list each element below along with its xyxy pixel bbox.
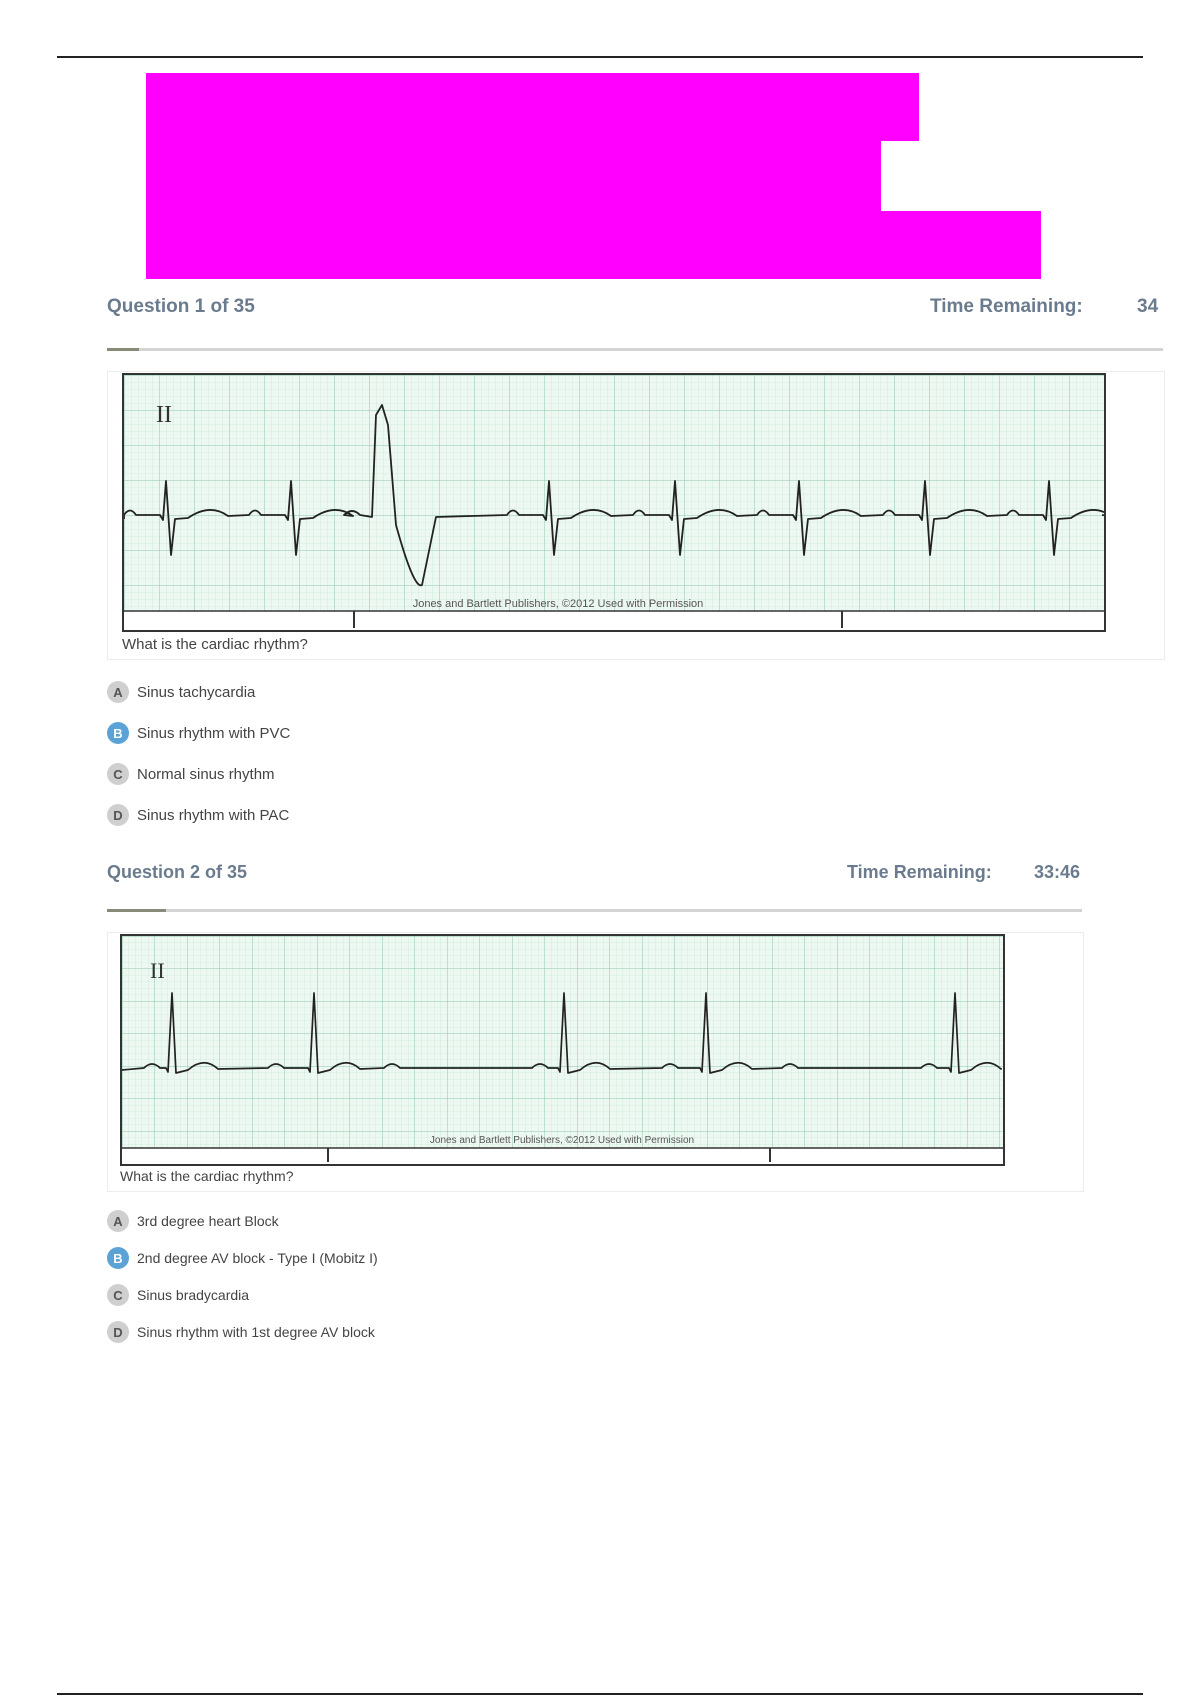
ecg-strip-image [124, 375, 1104, 630]
progress-bar [107, 909, 1082, 912]
answer-option-b[interactable] [107, 722, 290, 744]
answer-option-d[interactable] [107, 804, 289, 826]
ecg-strip [120, 934, 1005, 1166]
time-remaining-label: Time Remaining: [847, 862, 992, 882]
option-letter-badge: D [107, 1321, 129, 1343]
option-letter-badge: C [107, 1284, 129, 1306]
ecg-strip-image [122, 936, 1003, 1164]
progress-bar [107, 348, 1163, 351]
progress-bar-fill [107, 909, 166, 912]
option-letter-badge: A [107, 681, 129, 703]
question-number: Question 1 of 35 [107, 296, 255, 317]
redaction-block [146, 73, 919, 141]
question-number: Question 2 of 35 [107, 862, 248, 882]
lead-label: II [150, 958, 165, 983]
option-letter-badge-selected: B [107, 1247, 129, 1269]
strip-credit: Jones and Bartlett Publishers, ©2012 Used with Permission [429, 1135, 695, 1146]
lead-label: II [156, 402, 172, 428]
time-remaining-value: 34 [1137, 296, 1159, 317]
option-letter-badge: C [107, 763, 129, 785]
time-remaining-label: Time Remaining: [930, 296, 1083, 317]
option-text: Sinus tachycardia [137, 683, 256, 701]
option-text: Sinus rhythm with PAC [137, 806, 290, 824]
option-text: Sinus bradycardia [137, 1287, 250, 1303]
top-page-rule [57, 56, 1143, 58]
progress-bar-fill [107, 348, 139, 351]
ecg-strip [122, 373, 1106, 632]
answer-option-a[interactable] [107, 681, 255, 703]
option-text: 3rd degree heart Block [137, 1213, 279, 1229]
option-text: Sinus rhythm with PVC [137, 724, 291, 742]
bottom-page-rule [57, 1693, 1143, 1695]
question-prompt: What is the cardiac rhythm? [120, 1168, 294, 1184]
answer-option-c[interactable] [107, 1284, 249, 1306]
answer-option-b[interactable] [107, 1247, 378, 1269]
redaction-block [146, 141, 881, 211]
strip-credit: Jones and Bartlett Publishers, ©2012 Used with Permission [412, 598, 704, 610]
time-remaining-value: 33:46 [1034, 862, 1081, 882]
option-letter-badge: A [107, 1210, 129, 1232]
question-prompt: What is the cardiac rhythm? [122, 636, 308, 653]
option-text: 2nd degree AV block - Type I (Mobitz I) [137, 1250, 378, 1266]
answer-option-c[interactable] [107, 763, 275, 785]
option-letter-badge-selected: B [107, 722, 129, 744]
answer-option-a[interactable] [107, 1210, 279, 1232]
redaction-block [146, 211, 1041, 279]
option-letter-badge: D [107, 804, 129, 826]
option-text: Sinus rhythm with 1st degree AV block [137, 1324, 375, 1340]
answer-option-d[interactable] [107, 1321, 375, 1343]
option-text: Normal sinus rhythm [137, 765, 275, 783]
